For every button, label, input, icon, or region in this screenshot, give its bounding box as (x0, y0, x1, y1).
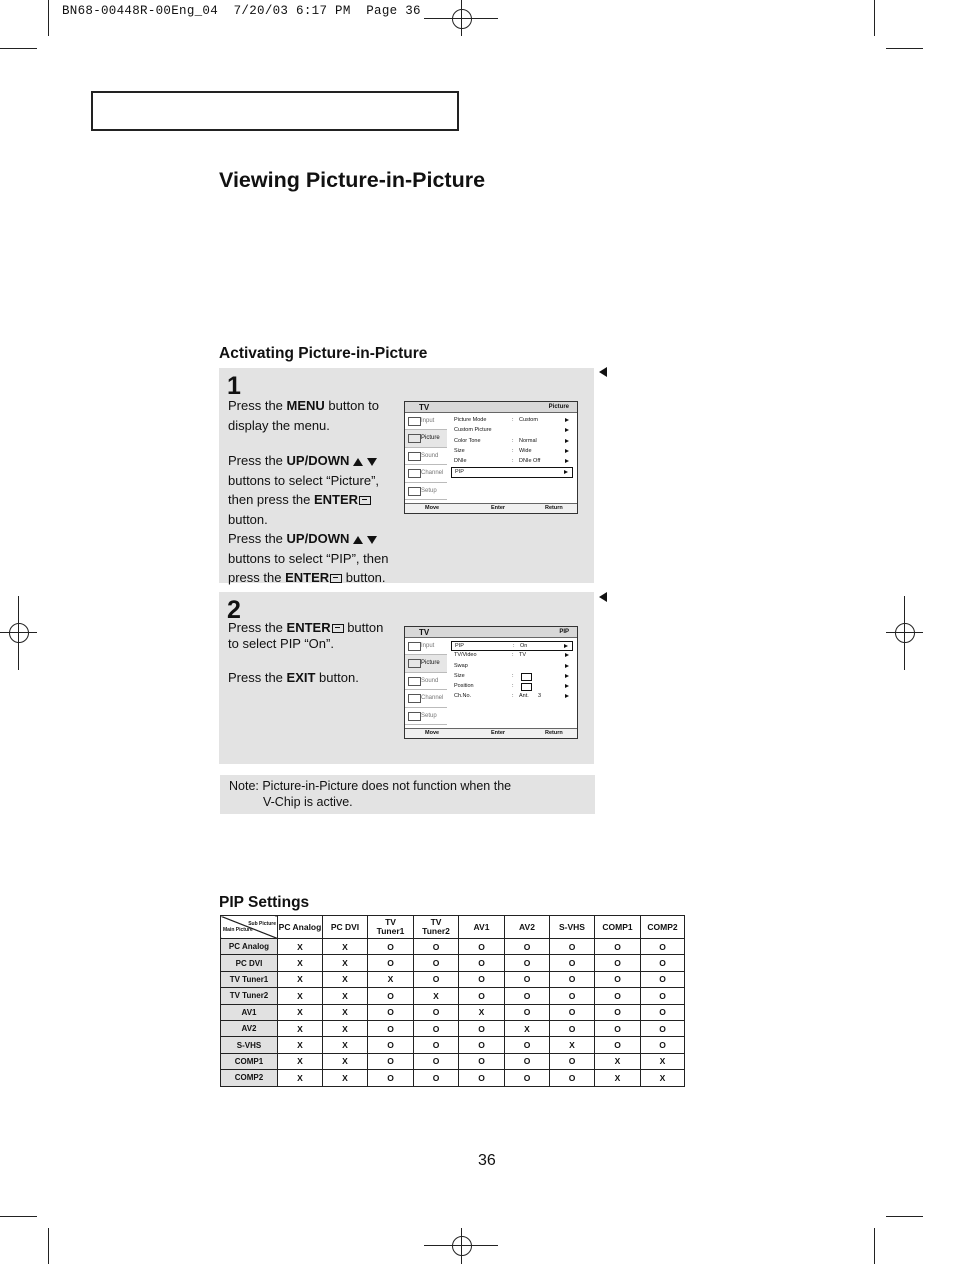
table-cell: O (414, 1070, 459, 1086)
table-cell: O (505, 988, 550, 1004)
picture-icon (408, 659, 421, 668)
menu-row[interactable]: Size : Wide (451, 447, 573, 457)
table-cell: X (278, 1020, 323, 1036)
table-cell: O (368, 1004, 414, 1020)
table-cell: O (414, 955, 459, 971)
table-cell: O (414, 1037, 459, 1053)
row-header: TV Tuner2 (221, 988, 278, 1004)
table-cell: X (323, 1020, 368, 1036)
table-cell: O (595, 1037, 641, 1053)
table-cell: X (595, 1070, 641, 1086)
column-header: PC DVI (323, 916, 368, 939)
arrow-right-icon (565, 684, 569, 688)
table-row (221, 955, 685, 971)
menu-row[interactable]: DNIe : DNIe Off (451, 457, 573, 467)
menu-page: Picture (548, 404, 569, 410)
column-header: COMP1 (595, 916, 641, 939)
table-cell: O (595, 971, 641, 987)
table-cell: O (368, 1020, 414, 1036)
table-cell: X (323, 939, 368, 955)
row-header: TV Tuner1 (221, 971, 278, 987)
arrow-right-icon (565, 428, 569, 432)
table-cell: O (595, 1020, 641, 1036)
table-row (221, 939, 685, 955)
move-hint: Move (425, 505, 440, 511)
table-cell: O (414, 939, 459, 955)
column-header: TV Tuner2 (414, 916, 459, 939)
menu-row[interactable]: Swap (451, 662, 573, 672)
table-cell: O (368, 1053, 414, 1069)
table-cell: O (641, 1020, 685, 1036)
table-cell: X (595, 1053, 641, 1069)
arrow-right-icon (565, 664, 569, 668)
column-header: AV1 (459, 916, 505, 939)
enter-icon (330, 574, 342, 583)
return-hint: Return (545, 505, 563, 511)
column-header: COMP2 (641, 916, 685, 939)
table-cell: O (368, 1070, 414, 1086)
step-2-text: Press the ENTER button to select PIP “On”. Press the EXIT button. (228, 620, 384, 685)
table-cell: X (278, 988, 323, 1004)
crop-mark (48, 0, 49, 36)
table-cell: O (368, 1037, 414, 1053)
sound-icon (408, 677, 421, 686)
move-hint: Move (425, 730, 440, 736)
setup-icon (408, 487, 421, 496)
table-cell: O (550, 1053, 595, 1069)
page-number: 36 (478, 1152, 496, 1169)
crop-mark (886, 48, 923, 49)
tv-menu-picture (404, 401, 578, 514)
table-cell: O (368, 939, 414, 955)
table-cell: O (550, 955, 595, 971)
arrow-right-icon (565, 674, 569, 678)
table-row (221, 1037, 685, 1053)
input-icon (408, 417, 421, 426)
table-row (221, 971, 685, 987)
table-cell: X (414, 988, 459, 1004)
table-row (221, 1004, 685, 1020)
table-cell: O (641, 988, 685, 1004)
table-cell: O (505, 1037, 550, 1053)
table-cell: O (550, 1004, 595, 1020)
table-cell: O (641, 939, 685, 955)
table-cell: O (459, 1020, 505, 1036)
menu-row-selected[interactable]: PIP (451, 467, 573, 477)
pip-position-icon (521, 683, 532, 691)
crop-mark (0, 1216, 37, 1217)
table-row (221, 1053, 685, 1069)
table-cell: O (505, 971, 550, 987)
arrow-right-icon (565, 653, 569, 657)
table-cell: O (595, 988, 641, 1004)
pip-size-icon (521, 673, 532, 681)
row-header: AV2 (221, 1020, 278, 1036)
printer-slug: BN68-00448R-00Eng_04 7/20/03 6:17 PM Page 36 (62, 4, 421, 18)
table-cell: O (595, 1004, 641, 1020)
table-cell: O (505, 1070, 550, 1086)
table-cell: O (595, 955, 641, 971)
menu-item-setup[interactable]: Setup (405, 483, 447, 500)
step-1-number: 1 (227, 372, 241, 400)
row-header: AV1 (221, 1004, 278, 1020)
table-cell: O (641, 1037, 685, 1053)
menu-item-picture[interactable]: Picture (405, 430, 447, 447)
table-cell: X (278, 1037, 323, 1053)
arrow-right-icon (565, 439, 569, 443)
table-cell: X (278, 955, 323, 971)
up-arrow-icon (353, 536, 363, 544)
menu-item-channel[interactable]: Channel (405, 690, 447, 707)
table-cell: O (505, 1004, 550, 1020)
crop-mark (874, 1228, 875, 1264)
table-cell: O (459, 1037, 505, 1053)
table-cell: X (641, 1053, 685, 1069)
table-cell: X (323, 988, 368, 1004)
step-1-text: Press the MENU button to display the menu. Press the UP/DOWN buttons to select “Picture”, then press the ENTER button. Press the UP/DOWN buttons to select “PIP”, then press the ENTER button. (228, 398, 389, 585)
row-header: COMP1 (221, 1053, 278, 1069)
table-cell: X (278, 1053, 323, 1069)
down-arrow-icon (367, 536, 377, 544)
menu-item-setup[interactable]: Setup (405, 708, 447, 725)
table-cell: O (459, 988, 505, 1004)
table-cell: O (459, 1070, 505, 1086)
table-cell: X (323, 1037, 368, 1053)
table-cell: O (368, 955, 414, 971)
menu-row[interactable]: Picture Mode : Custom (451, 416, 573, 426)
input-icon (408, 642, 421, 651)
table-cell: O (414, 1004, 459, 1020)
table-cell: O (505, 939, 550, 955)
table-cell: O (459, 971, 505, 987)
menu-row[interactable]: Color Tone : Normal (451, 437, 573, 447)
column-header: PC Analog (278, 916, 323, 939)
table-cell: O (459, 939, 505, 955)
table-cell: O (550, 988, 595, 1004)
sound-icon (408, 452, 421, 461)
menu-item-picture[interactable]: Picture (405, 655, 447, 672)
column-header: S-VHS (550, 916, 595, 939)
table-cell: O (641, 971, 685, 987)
table-cell: O (595, 939, 641, 955)
table-cell: O (414, 1053, 459, 1069)
table-cell: O (641, 955, 685, 971)
table-cell: X (278, 971, 323, 987)
menu-row[interactable]: Ch.No. : Ant. 3 (451, 692, 573, 702)
table-row (221, 1020, 685, 1036)
menu-row[interactable]: Position : (451, 682, 573, 692)
header-box (91, 91, 459, 131)
menu-title: TV (419, 628, 430, 637)
table-header-row (221, 916, 685, 939)
table-cell: X (323, 955, 368, 971)
table-cell: X (278, 939, 323, 955)
arrow-right-icon (565, 459, 569, 463)
menu-row[interactable]: Size : (451, 672, 573, 682)
column-header: TV Tuner1 (368, 916, 414, 939)
table-row (221, 988, 685, 1004)
crop-mark (874, 0, 875, 36)
table-cell: X (323, 1070, 368, 1086)
table-cell: O (550, 939, 595, 955)
enter-icon (359, 496, 371, 505)
table-cell: X (278, 1004, 323, 1020)
table-cell: O (550, 1020, 595, 1036)
table-cell: O (414, 1020, 459, 1036)
table-cell: O (368, 988, 414, 1004)
enter-icon (332, 624, 344, 633)
picture-icon (408, 434, 421, 443)
table-cell: X (550, 1037, 595, 1053)
menu-row[interactable]: TV/Video : TV (451, 651, 573, 661)
row-header: COMP2 (221, 1070, 278, 1086)
table-cell: O (459, 955, 505, 971)
table-cell: O (641, 1004, 685, 1020)
table-cell: X (459, 1004, 505, 1020)
enter-hint: Enter (491, 730, 506, 736)
table-cell: X (641, 1070, 685, 1086)
row-header: PC DVI (221, 955, 278, 971)
channel-icon (408, 469, 421, 478)
up-arrow-icon (353, 458, 363, 466)
table-cell: O (550, 971, 595, 987)
arrow-right-icon (565, 694, 569, 698)
table-cell: X (278, 1070, 323, 1086)
down-arrow-icon (367, 458, 377, 466)
menu-row-selected[interactable]: PIP : On (451, 641, 573, 651)
table-row (221, 1070, 685, 1086)
enter-hint: Enter (491, 505, 506, 511)
menu-item-channel[interactable]: Channel (405, 465, 447, 482)
menu-item-sound[interactable]: Sound (405, 673, 447, 690)
channel-icon (408, 694, 421, 703)
table-cell: O (505, 1053, 550, 1069)
table-cell: X (368, 971, 414, 987)
table-cell: X (323, 1004, 368, 1020)
menu-page: PIP (559, 629, 569, 635)
arrow-right-icon (565, 449, 569, 453)
row-header: S-VHS (221, 1037, 278, 1053)
tv-menu-pip (404, 626, 578, 739)
arrow-right-icon (565, 418, 569, 422)
crop-mark (886, 1216, 923, 1217)
table-cell: X (505, 1020, 550, 1036)
section-heading-pip-settings: PIP Settings (219, 894, 310, 911)
table-cell: O (459, 1053, 505, 1069)
table-cell: O (550, 1070, 595, 1086)
menu-row[interactable]: Custom Picture (451, 426, 573, 436)
table-cell: O (505, 955, 550, 971)
return-hint: Return (545, 730, 563, 736)
section-heading-activating: Activating Picture-in-Picture (219, 345, 428, 362)
table-cell: O (414, 971, 459, 987)
pointer-icon (599, 592, 607, 602)
table-cell: X (323, 971, 368, 987)
pointer-icon (599, 367, 607, 377)
table-corner: Sub Picture Main Picture (221, 916, 278, 939)
crop-mark (48, 1228, 49, 1264)
setup-icon (408, 712, 421, 721)
table-cell: X (323, 1053, 368, 1069)
row-header: PC Analog (221, 939, 278, 955)
crop-mark (0, 48, 37, 49)
arrow-right-icon (564, 470, 568, 474)
menu-item-input[interactable]: Input (405, 638, 447, 655)
menu-title: TV (419, 403, 430, 412)
arrow-right-icon (564, 644, 568, 648)
page-title: Viewing Picture-in-Picture (219, 168, 486, 192)
step-2-number: 2 (227, 596, 241, 624)
column-header: AV2 (505, 916, 550, 939)
menu-item-sound[interactable]: Sound (405, 448, 447, 465)
pip-settings-table (220, 915, 685, 1087)
menu-item-input[interactable]: Input (405, 413, 447, 430)
note-text: Note: Picture-in-Picture does not function when the V-Chip is active. (229, 779, 512, 809)
